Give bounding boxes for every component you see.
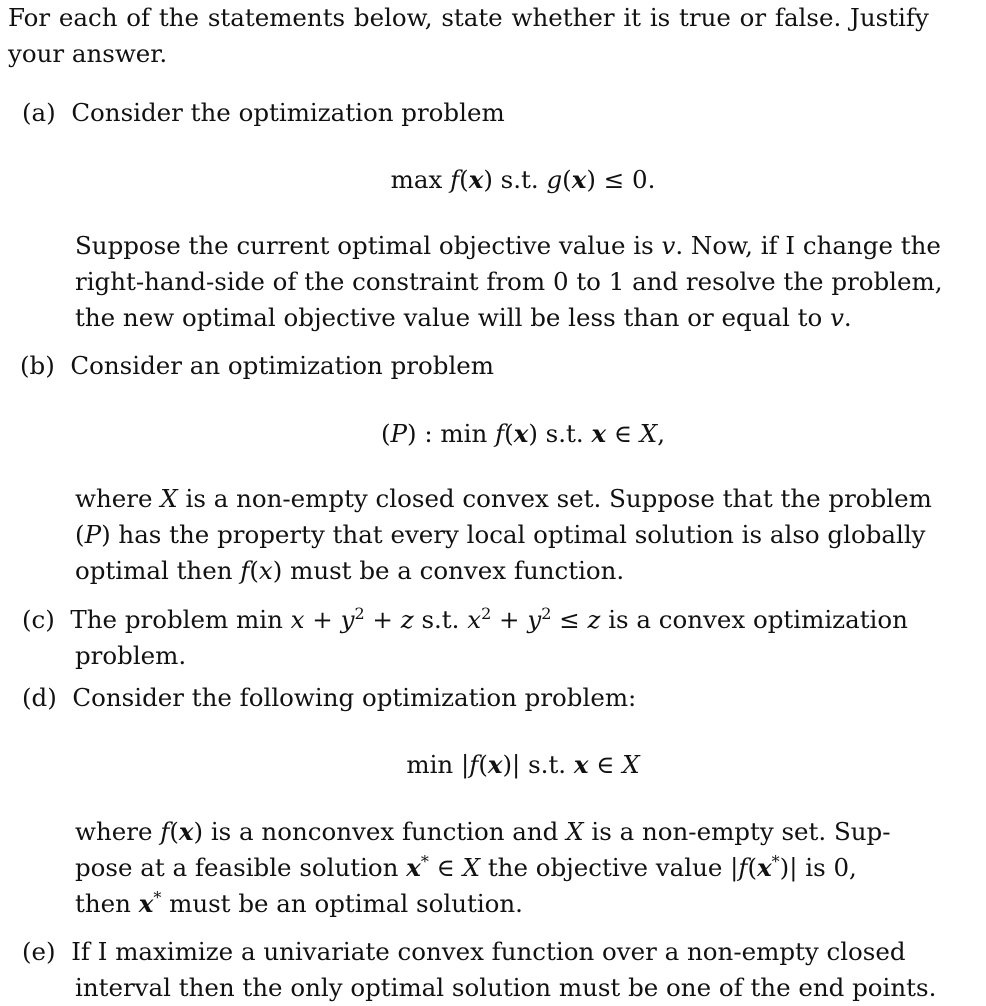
item-c-text-2: problem.	[75, 641, 187, 670]
item-b-text-2: (P) has the property that every local optimal solution is also globally	[75, 520, 926, 549]
item-label-b: (b)	[20, 351, 55, 380]
item-c-text-1: (c) The problem $\min x + y^2 + z$ s.t. $x^2 + y^2 \le z$ is a convex optimization	[22, 604, 908, 634]
intro-line-2: your answer.	[8, 39, 168, 68]
item-a-text-2: right-hand-side of the constraint from 0 to 1 and resolve the problem,	[75, 267, 943, 296]
item-b-text-1: where X is a non-empty closed convex set. Suppose that the problem	[75, 484, 932, 513]
item-e-text-1: (e) If I maximize a univariate convex function over a non-empty closed	[22, 937, 906, 966]
item-d-text-3: then x* must be an optimal solution.	[75, 888, 523, 918]
item-label-c: (c)	[22, 605, 55, 634]
intro-line-1: For each of the statements below, state whether it is true or false. Justify	[8, 3, 929, 32]
item-label-a: (a)	[22, 98, 56, 127]
item-label-d: (d)	[22, 683, 57, 712]
item-label-e: (e)	[22, 937, 56, 966]
item-b-text-3: optimal then f(x) must be a convex function.	[75, 556, 625, 585]
item-a-equation: max f(x) s.t. g(x) ≤ 0.	[390, 165, 656, 194]
item-a-text-1: Suppose the current optimal objective value is v. Now, if I change the	[75, 231, 941, 260]
item-d-text-1: where f(x) is a nonconvex function and X is a non-empty set. Sup-	[75, 817, 891, 846]
item-b-head: (b) Consider an optimization problem	[20, 351, 495, 380]
item-d-head: (d) Consider the following optimization problem:	[22, 683, 637, 712]
item-d-equation: min |f(x)| s.t. x ∈ X	[406, 750, 640, 779]
item-d-text-2: pose at a feasible solution x* ∈ X the objective value |f(x*)| is 0,	[75, 852, 857, 882]
item-b-equation: (P) : min f(x) s.t. x ∈ X,	[380, 419, 666, 448]
item-e-text-2: interval then the only optimal solution must be one of the end points.	[75, 973, 937, 1002]
item-a-text-3: the new optimal objective value will be less than or equal to v.	[75, 303, 852, 332]
item-a-head: (a) Consider the optimization problem	[22, 98, 505, 127]
